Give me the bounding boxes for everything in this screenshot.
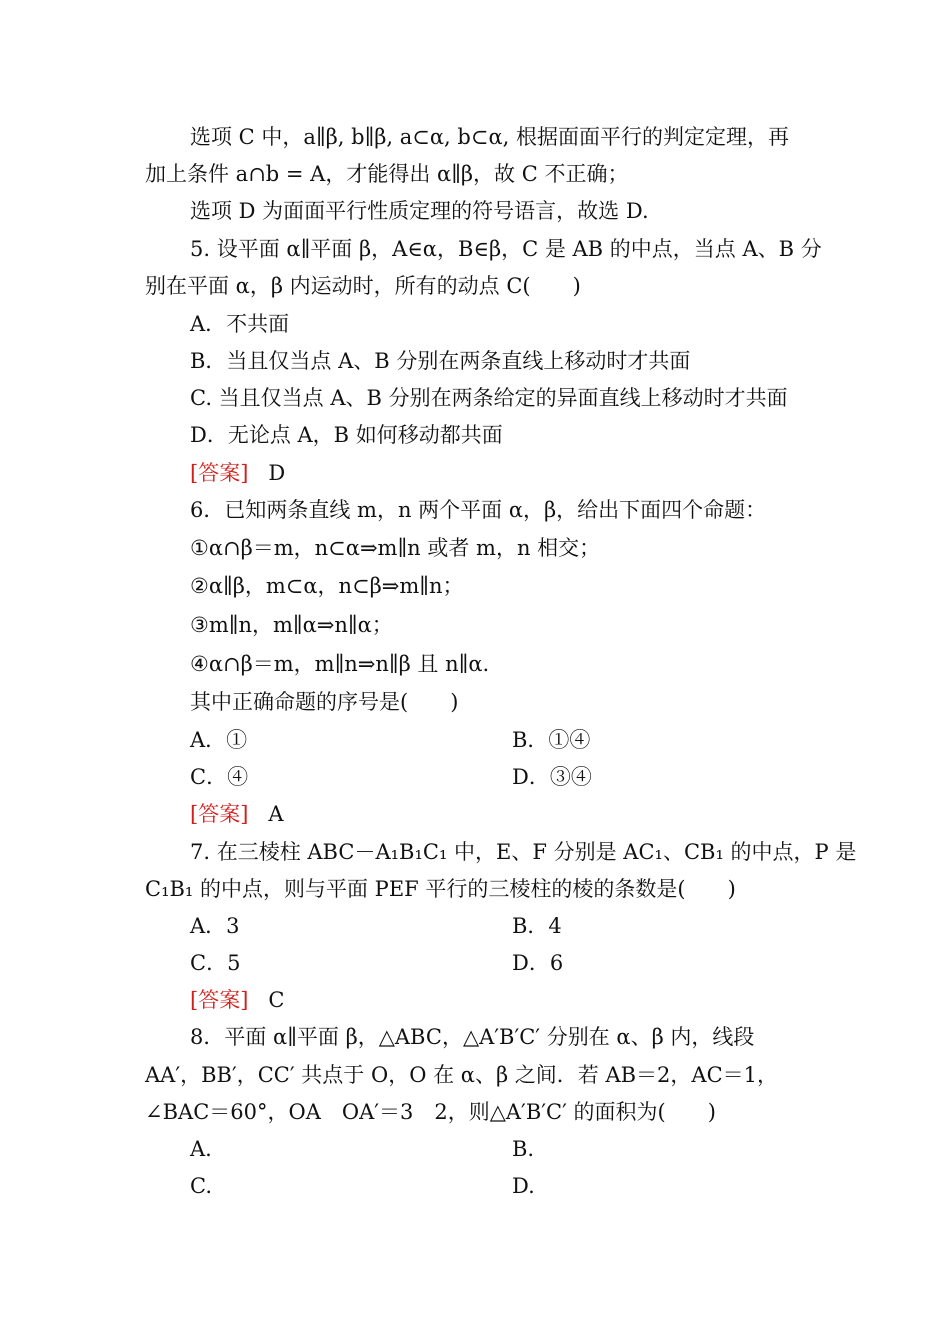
option-a: A．① <box>190 728 248 752</box>
question-8-stem: AA′，BB′，CC′ 共点于 O，O 在 α、β 之间．若 AB＝2，AC＝1， <box>145 1063 778 1087</box>
question-6-stem: 6．已知两条直线 m，n 两个平面 α，β，给出下面四个命题： <box>190 498 767 522</box>
question-6-prompt: 其中正确命题的序号是( ) <box>190 690 459 714</box>
option-c: C. <box>190 1174 212 1198</box>
answer-label: [答案] <box>190 988 249 1012</box>
option-d: D．6 <box>512 951 564 975</box>
answer-value: A <box>268 802 284 826</box>
proposition-4: ④α∩β＝m，m∥n⇒n∥β 且 n∥α. <box>190 652 490 676</box>
answer-label: [答案] <box>190 461 249 485</box>
proposition-3: ③m∥n，m∥α⇒n∥α； <box>190 613 393 637</box>
option-d: D．无论点 A，B 如何移动都共面 <box>190 423 503 447</box>
option-b: B．①④ <box>512 728 591 752</box>
option-c: C．5 <box>190 951 241 975</box>
option-a: A. <box>190 1137 212 1161</box>
answer-row <box>190 986 285 1014</box>
question-7-stem: 7. 在三棱柱 ABC－A₁B₁C₁ 中，E、F 分别是 AC₁、CB₁ 的中点，P 是 <box>190 840 857 864</box>
text-line: 选项 D 为面面平行性质定理的符号语言，故选 D. <box>190 199 649 223</box>
option-b: B．当且仅当点 A、B 分别在两条直线上移动时才共面 <box>190 349 691 373</box>
proposition-1: ①α∩β＝m，n⊂α⇒m∥n 或者 m，n 相交； <box>190 536 601 560</box>
answer-row <box>190 800 284 828</box>
option-b: B. <box>512 1137 535 1161</box>
option-a: A．3 <box>190 914 240 938</box>
option-d: D．③④ <box>512 765 592 789</box>
answer-value: D <box>268 461 286 485</box>
question-8-stem: 8．平面 α∥平面 β，△ABC，△A′B′C′ 分别在 α、β 内，线段 <box>190 1025 755 1049</box>
option-a: A．不共面 <box>190 312 290 336</box>
text-line: 选项 C 中，a∥β, b∥β, a⊂α, b⊂α, 根据面面平行的判定定理，再 <box>190 125 789 149</box>
answer-label: [答案] <box>190 802 249 826</box>
option-b: B．4 <box>512 914 562 938</box>
question-7-stem: C₁B₁ 的中点，则与平面 PEF 平行的三棱柱的棱的条数是( ) <box>145 877 736 901</box>
option-d: D. <box>512 1174 535 1198</box>
option-c: C．④ <box>190 765 249 789</box>
question-5-stem: 5. 设平面 α∥平面 β，A∈α，B∈β，C 是 AB 的中点，当点 A、B 分 <box>190 237 822 261</box>
answer-row <box>190 459 285 487</box>
question-8-stem: ∠BAC＝60°，OA OA′＝3 2，则△A′B′C′ 的面积为( ) <box>145 1100 716 1124</box>
question-5-stem: 别在平面 α，β 内运动时，所有的动点 C( ) <box>145 274 581 298</box>
proposition-2: ②α∥β，m⊂α，n⊂β⇒m∥n； <box>190 574 464 598</box>
answer-value: C <box>268 988 285 1012</box>
text-line: 加上条件 a∩b = A，才能得出 α∥β，故 C 不正确； <box>145 162 629 186</box>
option-c: C. 当且仅当点 A、B 分别在两条给定的异面直线上移动时才共面 <box>190 386 788 410</box>
